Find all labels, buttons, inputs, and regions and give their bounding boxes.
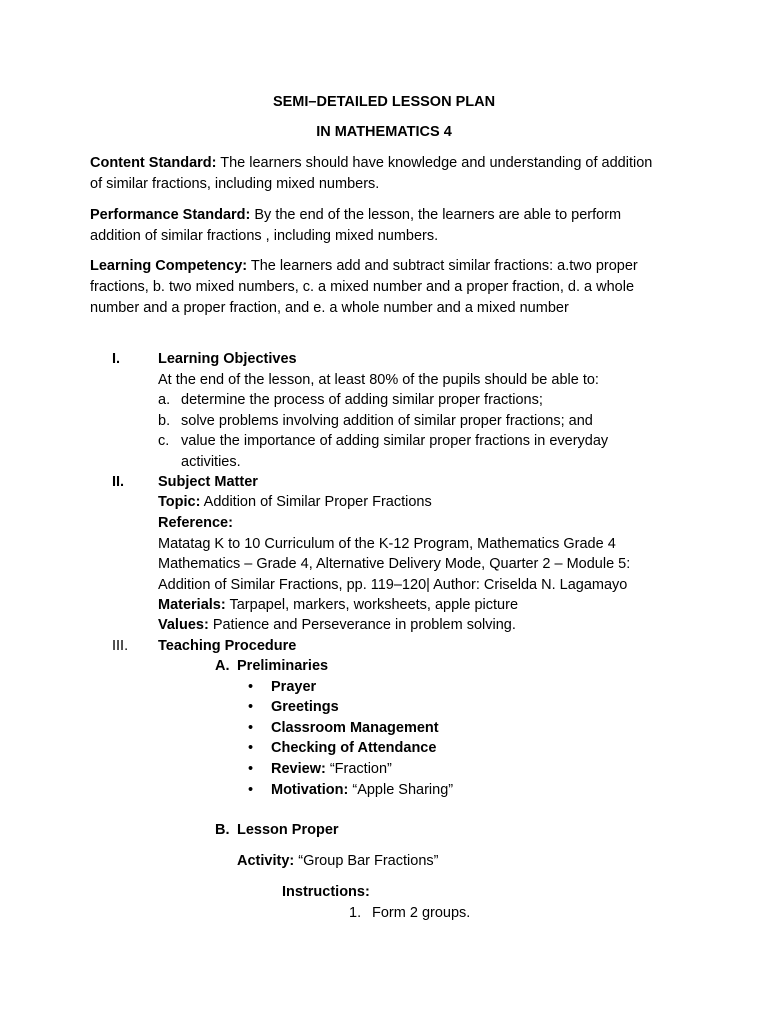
bullet-text: “Apple Sharing” [352, 782, 454, 798]
activity-line [237, 852, 438, 870]
bullet-label: Review: [271, 761, 326, 777]
section-1-heading: Learning Objectives [158, 351, 297, 367]
objectives-intro: At the end of the lesson, at least 80% of the pupils should be able to: [158, 372, 599, 388]
bullet-icon: • [248, 679, 254, 695]
topic-label: Topic: [158, 494, 201, 510]
performance-standard-text: By the end of the lesson, the learners are able to perform [254, 207, 622, 223]
bullet-motivation [271, 781, 453, 799]
lesson-proper-marker: B. [215, 822, 230, 838]
bullet-review [271, 760, 392, 778]
content-standard-text: The learners should have knowledge and understanding of addition [220, 155, 653, 171]
bullet-checking-attendance [271, 739, 436, 757]
learning-competency-text: The learners add and subtract similar fractions: a.two proper [250, 258, 638, 274]
section-3-numeral: III. [112, 638, 129, 654]
topic-text: Addition of Similar Proper Fractions [203, 494, 432, 510]
objective-b-text: solve problems involving addition of similar proper fractions; and [181, 413, 593, 429]
performance-standard-text-2: addition of similar fractions , including mixed numbers. [90, 228, 439, 244]
bullet-label: Greetings [271, 699, 339, 715]
learning-competency-text-2: fractions, b. two mixed numbers, c. a mixed number and a proper fraction, d. a whole [90, 279, 635, 295]
materials-label: Materials: [158, 597, 226, 613]
step-1-text: Form 2 groups. [372, 905, 471, 921]
content-standard [90, 154, 652, 172]
topic-line [158, 493, 432, 511]
bullet-greetings [271, 698, 339, 716]
objective-b-marker: b. [158, 413, 171, 429]
bullet-label: Classroom Management [271, 720, 439, 736]
bullet-icon: • [248, 740, 254, 756]
learning-competency-text-3: number and a proper fraction, and e. a whole number and a mixed number [90, 300, 569, 316]
objective-a-marker: a. [158, 392, 171, 408]
reference-line-2: Mathematics – Grade 4, Alternative Delivery Mode, Quarter 2 – Module 5: [158, 556, 631, 572]
values-text: Patience and Perseverance in problem solving. [212, 617, 516, 633]
bullet-label: Checking of Attendance [271, 740, 437, 756]
bullet-label: Prayer [271, 679, 317, 695]
materials-line [158, 596, 518, 614]
section-3-heading: Teaching Procedure [158, 638, 297, 654]
values-line [158, 616, 516, 634]
bullet-icon: • [248, 782, 254, 798]
activity-label: Activity: [237, 853, 295, 869]
content-standard-text-2: of similar fractions, including mixed numbers. [90, 176, 380, 192]
lesson-proper-heading: Lesson Proper [237, 822, 339, 838]
reference-line-1: Matatag K to 10 Curriculum of the K-12 Program, Mathematics Grade 4 [158, 536, 616, 552]
bullet-icon: • [248, 761, 254, 777]
content-standard-label: Content Standard: [90, 155, 217, 171]
bullet-prayer [271, 678, 316, 696]
reference-label: Reference: [158, 515, 233, 531]
materials-text: Tarpapel, markers, worksheets, apple picture [229, 597, 519, 613]
learning-competency-label: Learning Competency: [90, 258, 248, 274]
instructions-label: Instructions: [282, 884, 370, 900]
objective-c-marker: c. [158, 433, 170, 449]
bullet-classroom-management [271, 719, 439, 737]
performance-standard-label: Performance Standard: [90, 207, 251, 223]
title-line-2: IN MATHEMATICS 4 [316, 124, 452, 140]
bullet-icon: • [248, 699, 254, 715]
values-label: Values: [158, 617, 209, 633]
objective-c-text: value the importance of adding similar proper fractions in everyday [181, 433, 609, 449]
activity-text: “Group Bar Fractions” [298, 853, 439, 869]
objective-c-text-2: activities. [181, 454, 241, 470]
preliminaries-marker: A. [215, 658, 230, 674]
section-2-numeral: II. [112, 474, 125, 490]
bullet-icon: • [248, 720, 254, 736]
section-2-heading: Subject Matter [158, 474, 258, 490]
objective-a-text: determine the process of adding similar proper fractions; [181, 392, 543, 408]
bullet-text: “Fraction” [329, 761, 392, 777]
bullet-label: Motivation: [271, 782, 349, 798]
step-1-marker: 1. [349, 905, 362, 921]
section-1-numeral: I. [112, 351, 121, 367]
reference-line-3: Addition of Similar Fractions, pp. 119–120| Author: Criselda N. Lagamayo [158, 577, 628, 593]
performance-standard [90, 206, 621, 224]
title-line-1: SEMI–DETAILED LESSON PLAN [272, 94, 496, 110]
preliminaries-heading: Preliminaries [237, 658, 329, 674]
learning-competency [90, 257, 638, 275]
